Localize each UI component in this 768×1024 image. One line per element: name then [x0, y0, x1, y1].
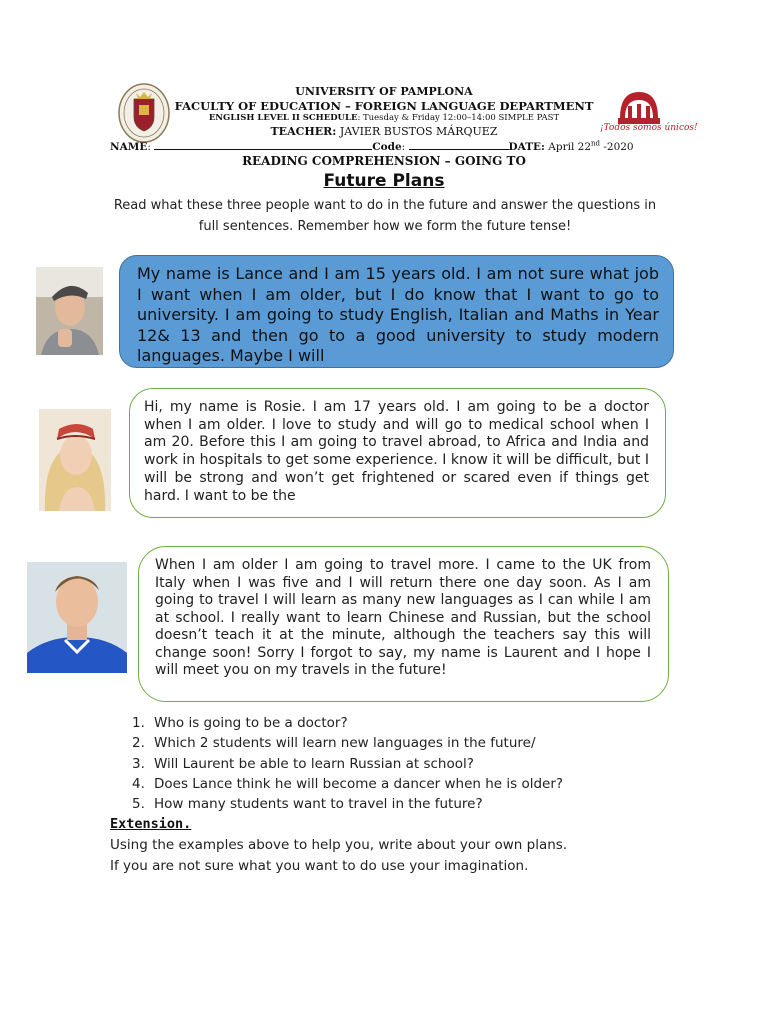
laurent-photo — [27, 562, 127, 673]
extension-heading: Extension. — [110, 816, 192, 832]
question-item — [110, 713, 670, 733]
schedule-line — [0, 113, 768, 123]
code-label: Code — [372, 141, 402, 153]
instructions: Read what these three people want to do in the future and answer the questions in full sentences. Remember how we form the future tense! — [113, 198, 657, 234]
schedule-label: ENGLISH LEVEL II SCHEDULE — [208, 113, 358, 123]
faculty-name: FACULTY OF EDUCATION – FOREIGN LANGUAGE DEPARTMENT — [174, 99, 594, 113]
footballer-portrait-icon — [27, 562, 127, 673]
girl-portrait-icon — [39, 409, 111, 511]
question-text: Who is going to be a doctor? — [154, 715, 348, 731]
date-value: April 22 — [544, 141, 591, 153]
rosie-speech-bubble: Hi, my name is Rosie. I am 17 years old. I am going to be a doctor when I am older. I love to study and will go to medical school when I am 20. Before this I am going to travel abroad, to Africa and India and work in hospitals to get some experience. I know it will be difficult, but I will be strong and won’t get frightened or scared even if things get hard. I want to be the — [129, 388, 666, 518]
university-name: UNIVERSITY OF PAMPLONA — [295, 85, 473, 98]
question-item — [110, 794, 670, 814]
lance-photo — [36, 267, 103, 355]
question-text: How many students want to travel in the future? — [154, 796, 483, 813]
question-number: 4. — [132, 775, 145, 792]
question-number: 3. — [132, 755, 145, 772]
rosie-photo — [39, 409, 111, 511]
boy-portrait-icon — [36, 267, 103, 355]
code-blank[interactable] — [409, 139, 509, 150]
question-item — [110, 754, 670, 774]
date-year: -2020 — [600, 141, 634, 153]
teacher-name: JAVIER BUSTOS MÁRQUEZ — [336, 125, 498, 138]
question-item — [110, 733, 670, 753]
name-label: NAME — [110, 141, 148, 153]
extension-text — [110, 835, 670, 877]
teacher-line — [0, 125, 768, 138]
question-text: Which 2 students will learn new languages in the future/ — [154, 735, 536, 752]
question-number: 1. — [132, 715, 145, 731]
name-code-date-row: NAME: Code: DATE: April 22nd -2020 — [110, 139, 634, 153]
worksheet-subtitle: READING COMPREHENSION – GOING TO — [242, 154, 526, 168]
date-label: DATE: — [508, 141, 545, 153]
question-number: 2. — [132, 735, 145, 752]
name-blank[interactable] — [154, 139, 372, 150]
date-suffix: nd — [591, 139, 600, 148]
question-text: Will Laurent be able to learn Russian at school? — [154, 755, 474, 772]
question-list — [110, 713, 670, 814]
question-number: 5. — [132, 796, 145, 813]
faculty-motto: ¡Todos somos únicos! — [600, 123, 698, 133]
question-item — [110, 774, 670, 794]
extension-line-1: Using the examples above to help you, write about your own plans. — [110, 837, 568, 853]
teacher-label: TEACHER: — [270, 125, 337, 138]
lance-speech-bubble: My name is Lance and I am 15 years old. I am not sure what job I want when I am older, but I do know that I want to go to university. I am going to study English, Italian and Maths in Year 12& 13 and then go to a good university to study modern languages. Maybe I will — [119, 255, 674, 368]
extension-line-2: If you are not sure what you want to do use your imagination. — [110, 858, 529, 874]
question-text: Does Lance think he will become a dancer when he is older? — [154, 775, 564, 792]
page-title: Future Plans — [323, 171, 445, 191]
schedule-value: : Tuesday & Friday 12:00–14:00 SIMPLE PAST — [357, 113, 560, 123]
laurent-speech-bubble: When I am older I am going to travel more. I came to the UK from Italy when I was five and I will return there one day soon. As I am going to travel I will learn as many new languages as I can while I am at school. I really want to learn Chinese and Russian, but the school doesn’t teach it at the minute, although the teachers say this will change soon! Sorry I forgot to say, my name is Laurent and I hope I will meet you on my travels in the future! — [138, 546, 669, 702]
